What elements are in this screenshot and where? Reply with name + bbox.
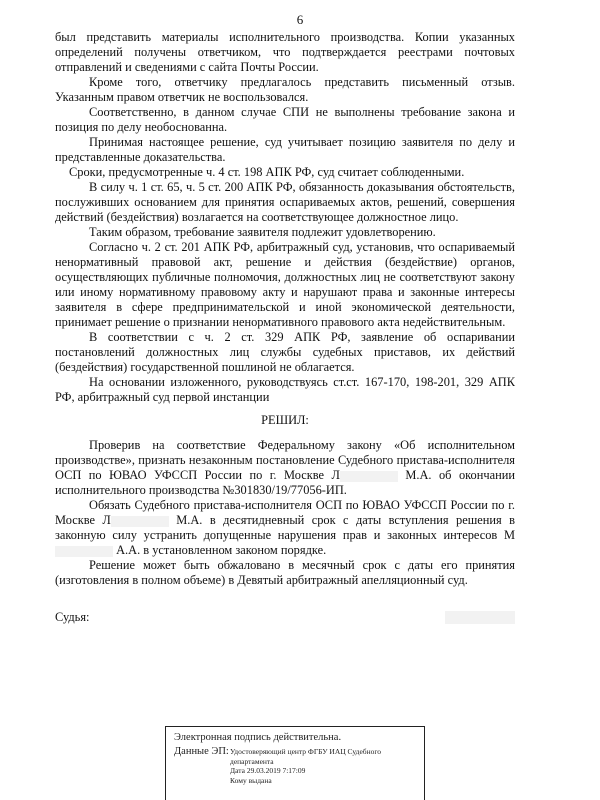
redacted-name: [111, 516, 169, 527]
signature-issued-to: Кому выдана: [230, 775, 272, 785]
paragraph-6: В силу ч. 1 ст. 65, ч. 5 ст. 200 АПК РФ, обязанность доказывания обстоятельств, послуживших основанием для принятия оспариваемых актов, решений, совершения действий (бездействия) возлагается на соответствующее должностное лицо.: [55, 180, 515, 224]
paragraph-7: Таким образом, требование заявителя подлежит удовлетворению.: [89, 225, 436, 239]
decision-title: РЕШИЛ:: [261, 413, 309, 427]
decision-text: Обязать Судебного пристава-исполнителя ОСП по ЮВАО УФССП России по г. Москве Л: [55, 498, 515, 527]
paragraph-8: Согласно ч. 2 ст. 201 АПК РФ, арбитражный суд, установив, что оспариваемый ненормативный правовой акт, решение и действия (бездействие) органов, осуществляющих публичные полномочия, должностных лиц не соответствуют закону или иному нормативному правовому акту и нарушают права и законные интересы заявителя в сфере предпринимательской и иной экономической деятельности, принимает решение о признании ненормативного правового акта недействительным.: [55, 240, 515, 329]
paragraph-5: Сроки, предусмотренные ч. 4 ст. 198 АПК РФ, суд считает соблюденными.: [69, 165, 465, 179]
signature-center: Удостоверяющий центр ФГБУ ИАЦ Судебного департамента: [230, 747, 381, 766]
decision-paragraph-1: [55, 438, 515, 498]
judge-label: Судья:: [55, 610, 90, 624]
paragraph-9: В соответствии с ч. 2 ст. 329 АПК РФ, заявление об оспаривании постановлений должностных лиц службы судебных приставов, их действий (бездействия) государственной пошлиной не облагается.: [55, 330, 515, 374]
decision-paragraph-3: Решение может быть обжаловано в месячный срок с даты его принятия (изготовления в полном объеме) в Девятый арбитражный апелляционный суд.: [55, 558, 515, 587]
decision-paragraph-2: [55, 498, 515, 558]
paragraph-3: Соответственно, в данном случае СПИ не выполнены требование закона и позиция по делу необоснованна.: [55, 105, 515, 134]
decision-text: Проверив на соответствие Федеральному закону «Об исполнительном производстве», признать незаконным постановление Судебного пристава-исполнителя ОСП по ЮВАО УФССП России по г. Москве Л: [55, 438, 515, 482]
signature-data-row: [174, 747, 416, 785]
decision-text: М.А. в десятидневный срок с даты вступления решения в законную силу устранить допущенные нарушения прав и законных интересов М: [55, 513, 515, 542]
redacted-name: [340, 471, 398, 482]
signature-date: Дата 29.03.2019 7:17:09: [230, 766, 306, 775]
redacted-name: [55, 546, 113, 557]
redacted-judge-name: [445, 611, 515, 624]
signature-valid-text: Электронная подпись действительна.: [174, 732, 342, 743]
judge-line: [55, 610, 515, 625]
paragraph-1: был представить материалы исполнительного производства. Копии указанных определений получены ответчиком, что подтверждается реестрами почтовых отправлений и сведениями с сайта Почты России.: [55, 30, 515, 74]
decision-text: М.А. об окончании исполнительного производства №301830/19/77056-ИП.: [55, 468, 515, 497]
signature-details: [230, 747, 416, 785]
decision-text: А.А. в установленном законом порядке.: [113, 543, 327, 557]
paragraph-10: На основании изложенного, руководствуясь ст.ст. 167-170, 198-201, 329 АПК РФ, арбитражный суд первой инстанции: [55, 375, 515, 404]
document-body: [55, 30, 515, 625]
signature-data-label: Данные ЭП:: [174, 746, 229, 757]
paragraph-2: Кроме того, ответчику предлагалось представить письменный отзыв. Указанным правом ответчик не воспользовался.: [55, 75, 515, 104]
electronic-signature-box: [165, 726, 425, 800]
page-number: 6: [296, 12, 304, 27]
paragraph-4: Принимая настоящее решение, суд учитывает позицию заявителя по делу и представленные доказательства.: [55, 135, 515, 164]
